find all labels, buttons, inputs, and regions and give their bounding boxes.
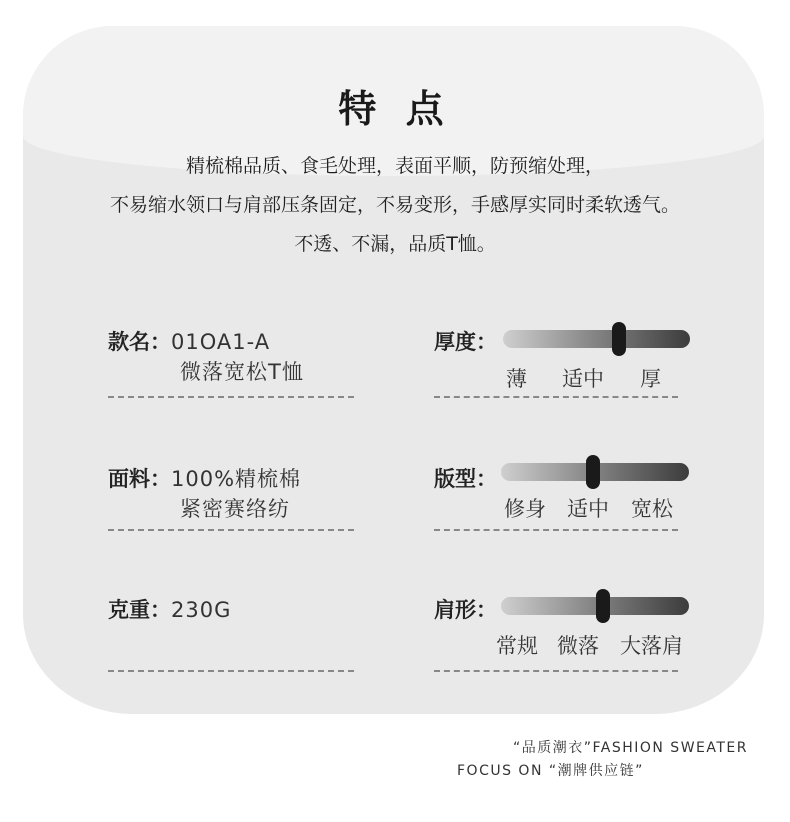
scale-label: 适中 <box>562 367 604 391</box>
slider-knob-shoulder[interactable] <box>596 589 610 623</box>
scale-label: 薄 <box>506 367 527 391</box>
scale-label: 厚 <box>640 367 661 391</box>
spec-key: 面料： <box>108 467 171 491</box>
slider-track-shoulder <box>501 597 689 615</box>
spec-value: 100%精梳棉 <box>171 467 302 491</box>
footer-tagline-2: FOCUS ON “潮牌供应链” <box>457 763 644 779</box>
page-title: 特 点 <box>338 87 452 131</box>
description-line-2: 不易缩水领口与肩部压条固定，不易变形，手感厚实同时柔软透气。 <box>109 194 680 216</box>
footer-tagline-1: “品质潮衣”FASHION SWEATER <box>512 740 748 756</box>
slider-scale-fit <box>434 493 690 523</box>
slider-key-thickness: 厚度： <box>434 330 497 354</box>
spec-value-secondary: 微落宽松T恤 <box>180 360 304 384</box>
spec-value: 01OA1-A <box>171 330 271 354</box>
scale-label: 微落 <box>557 634 599 658</box>
slider-key-fit: 版型： <box>434 467 497 491</box>
divider <box>108 670 354 672</box>
slider-scale-shoulder <box>434 630 694 660</box>
divider <box>434 529 678 531</box>
divider <box>434 670 678 672</box>
spec-key: 款名： <box>108 330 171 354</box>
slider-key-shoulder: 肩形： <box>434 598 497 622</box>
divider <box>108 529 354 531</box>
scale-label: 常规 <box>496 634 538 658</box>
slider-track-fit <box>501 463 689 481</box>
spec-value-secondary: 紧密赛络纺 <box>180 497 290 521</box>
scale-label: 适中 <box>567 497 609 521</box>
slider-track-thickness <box>503 330 690 348</box>
spec-weight <box>108 594 231 624</box>
spec-style-name <box>108 326 304 384</box>
slider-knob-thickness[interactable] <box>612 322 626 356</box>
spec-key: 克重： <box>108 598 171 622</box>
description-line-1: 精梳棉品质、食毛处理，表面平顺，防预缩处理， <box>185 155 604 177</box>
spec-value: 230G <box>171 598 232 622</box>
scale-label: 宽松 <box>631 497 673 521</box>
spec-fabric <box>108 463 302 521</box>
slider-scale-thickness <box>434 363 690 393</box>
scale-label: 修身 <box>504 497 546 521</box>
scale-label: 大落肩 <box>620 634 683 658</box>
divider <box>434 396 678 398</box>
divider <box>108 396 354 398</box>
description-line-3: 不透、不漏，品质T恤。 <box>294 233 496 255</box>
slider-knob-fit[interactable] <box>586 455 600 489</box>
